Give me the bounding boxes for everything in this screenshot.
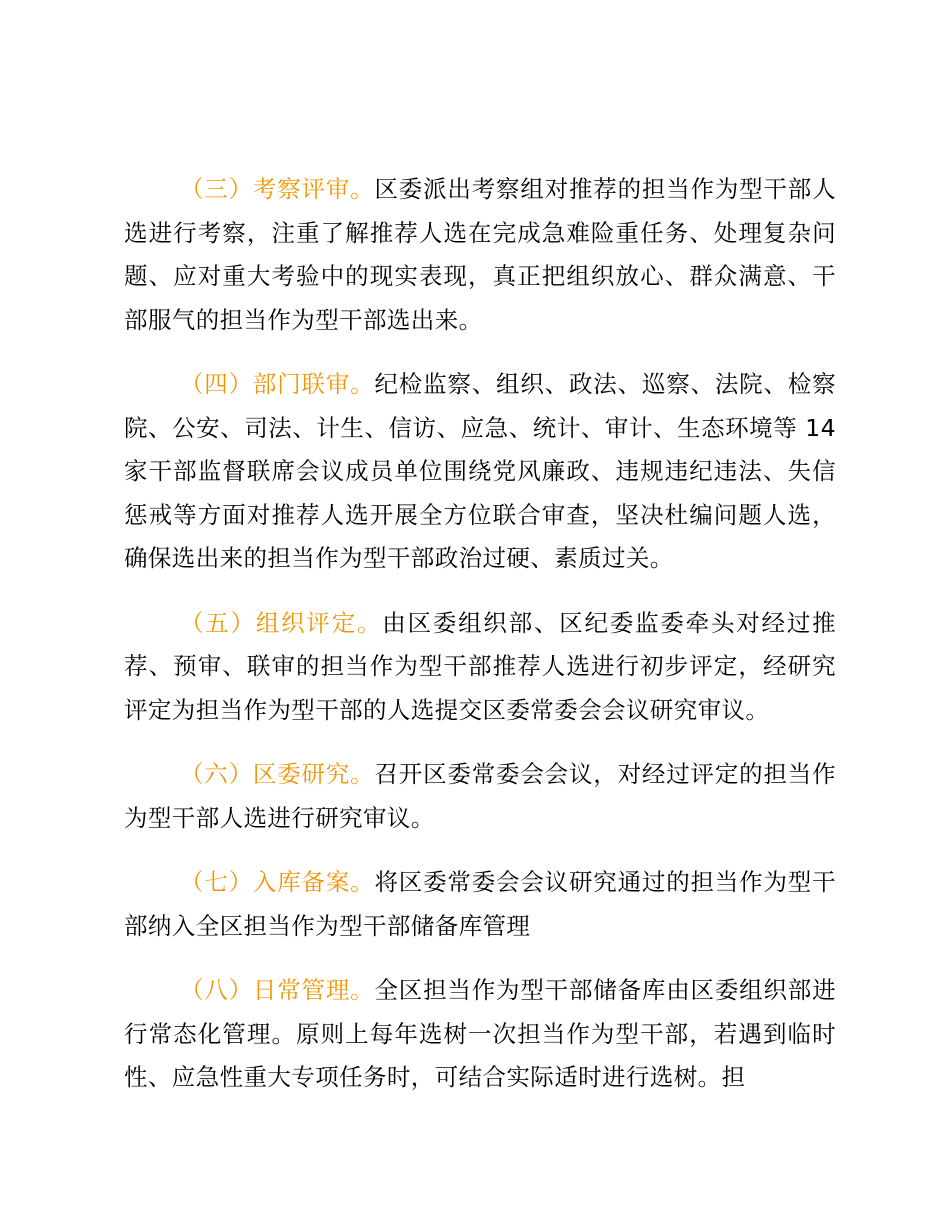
paragraph-body: 将区委常委会会议研究通过的担当作为型干部纳入全区担当作为型干部储备库管理 xyxy=(124,868,836,940)
paragraph-body: 区委派出考察组对推荐的担当作为型干部人选进行考察，注重了解推荐人选在完成急难险重任务、处理复杂问题、应对重大考验中的现实表现，真正把组织放心、群众满意、干部服气的担当作为型干部选出来。 xyxy=(124,175,836,334)
paragraph-3 xyxy=(124,168,836,342)
paragraph-4 xyxy=(124,363,836,581)
paragraph-body: 纪检监察、组织、政法、巡察、法院、检察院、公安、司法、计生、信访、应急、统计、审计、生态环境等 14 家干部监督联席会议成员单位围绕党风廉政、违规违纪违法、失信惩戒等方面对推荐人选开展全方位联合审查，坚决杜编问题人选，确保选出来的担当作为型干部政治过硬、素质过关。 xyxy=(124,370,836,572)
paragraph-heading: （三）考察评审。 xyxy=(180,175,375,203)
paragraph-6 xyxy=(124,753,836,840)
paragraph-heading: （七）入库备案。 xyxy=(180,868,375,896)
paragraph-body: 由区委组织部、区纪委监委牵头对经过推荐、预审、联审的担当作为型干部推荐人选进行初步评定，经研究评定为担当作为型干部的人选提交区委常委会会议研究审议。 xyxy=(124,608,837,724)
paragraph-heading: （八）日常管理。 xyxy=(180,976,375,1004)
paragraph-5 xyxy=(124,602,836,733)
paragraph-heading: （五）组织评定。 xyxy=(180,608,383,637)
paragraph-heading: （六）区委研究。 xyxy=(180,760,375,788)
paragraph-7 xyxy=(124,861,836,948)
paragraph-8 xyxy=(124,969,836,1100)
paragraph-heading: （四）部门联审。 xyxy=(180,370,375,398)
document-page xyxy=(124,168,836,1121)
paragraph-body: 全区担当作为型干部储备库由区委组织部进行常态化管理。原则上每年选树一次担当作为型干部，若遇到临时性、应急性重大专项任务时，可结合实际适时进行选树。担 xyxy=(124,976,836,1091)
paragraph-body: 召开区委常委会会议，对经过评定的担当作为型干部人选进行研究审议。 xyxy=(124,760,836,832)
